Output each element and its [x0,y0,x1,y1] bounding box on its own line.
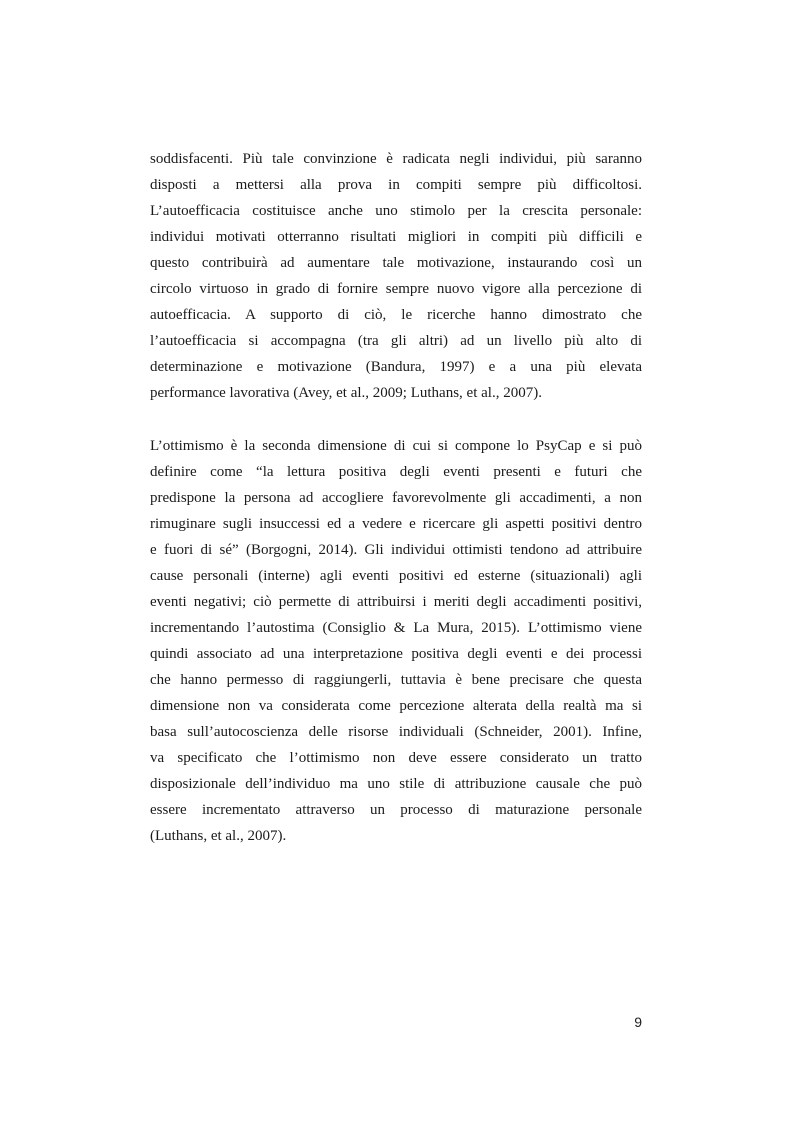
text-line: questo contribuirà ad aumentare tale motivazione, instaurando così un [150,255,642,271]
text-line: dimensione non va considerata come percezione alterata della realtà ma si [150,698,642,714]
text-line: circolo virtuoso in grado di fornire sempre nuovo vigore alla percezione di [150,281,642,297]
text-line: quindi associato ad una interpretazione positiva degli eventi e dei processi [150,646,642,662]
text-line: disposizionale dell’individuo ma uno stile di attribuzione causale che può [150,776,642,792]
text-line: definire come “la lettura positiva degli eventi presenti e futuri che [150,464,642,480]
text-line: rimuginare sugli insuccessi ed a vedere e ricercare gli aspetti positivi dentro [150,516,642,532]
text-line: individui motivati otterranno risultati migliori in compiti più difficili e [150,229,642,245]
text-line: incrementando l’autostima (Consiglio & La Mura, 2015). L’ottimismo viene [150,620,642,636]
text-line: performance lavorativa (Avey, et al., 2009; Luthans, et al., 2007). [150,385,542,401]
text-line: e fuori di sé” (Borgogni, 2014). Gli individui ottimisti tendono ad attribuire [150,542,642,558]
text-line: predispone la persona ad accogliere favorevolmente gli accadimenti, a non [150,490,642,506]
text-line: L’autoefficacia costituisce anche uno stimolo per la crescita personale: [150,203,642,219]
text-line: disposti a mettersi alla prova in compiti sempre più difficoltosi. [150,177,642,193]
text-line: essere incrementato attraverso un processo di maturazione personale [150,802,642,818]
text-line: L’ottimismo è la seconda dimensione di cui si compone lo PsyCap e si può [150,438,642,454]
page-number: 9 [634,1014,642,1030]
text-line: l’autoefficacia si accompagna (tra gli altri) ad un livello più alto di [150,333,642,349]
text-line: (Luthans, et al., 2007). [150,828,287,844]
text-line: che hanno permesso di raggiungerli, tuttavia è bene precisare che questa [150,672,642,688]
text-line: basa sull’autocoscienza delle risorse individuali (Schneider, 2001). Infine, [150,724,642,740]
text-line: soddisfacenti. Più tale convinzione è radicata negli individui, più saranno [150,151,642,167]
text-line: autoefficacia. A supporto di ciò, le ricerche hanno dimostrato che [150,307,642,323]
text-line: determinazione e motivazione (Bandura, 1997) e a una più elevata [150,359,642,375]
text-line: eventi negativi; ciò permette di attribuirsi i meriti degli accadimenti positivi, [150,594,642,610]
text-line: cause personali (interne) agli eventi positivi ed esterne (situazionali) agli [150,568,642,584]
text-line: va specificato che l’ottimismo non deve essere considerato un tratto [150,750,642,766]
